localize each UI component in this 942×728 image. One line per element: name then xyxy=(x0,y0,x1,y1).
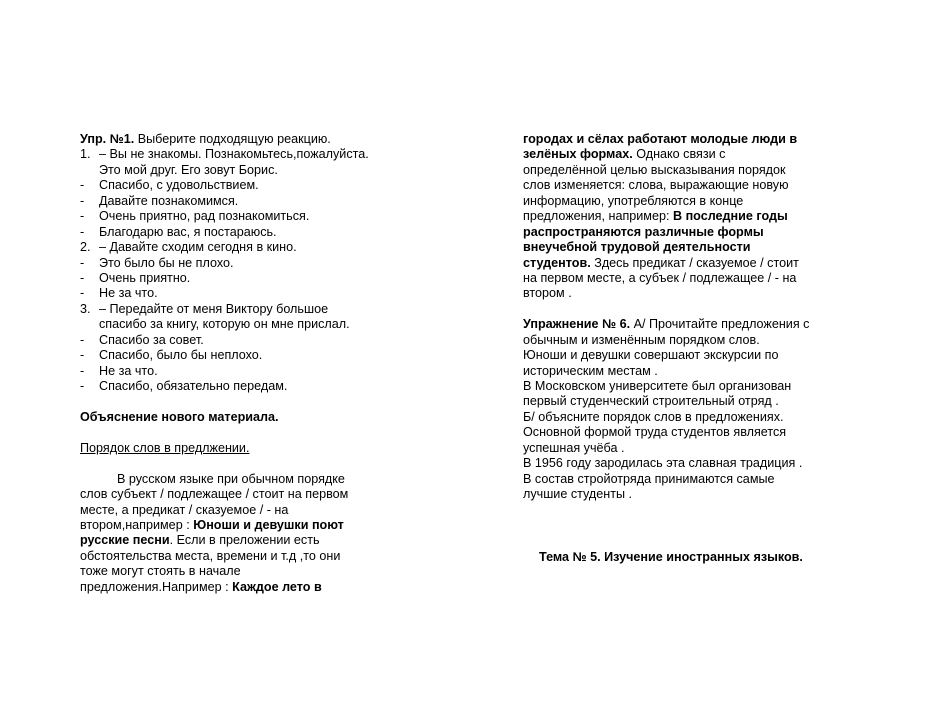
list-item: - Очень приятно. xyxy=(80,270,191,285)
left-column xyxy=(80,132,415,595)
list-item: - Давайте познакомимся. xyxy=(80,193,239,208)
list-item: - Благодарю вас, я постараюсь. xyxy=(80,224,277,239)
explanation-paragraph: В русском языке при обычном порядке слов субъект / подлежащее / стоит на первом месте, а предикат / сказуемое / - на втором,например : Юноши и девушки поют русские песни. Если в преложении есть обстоятельства места, времени и т.д ,то они тоже могут стоять в начале предложения.Например : Каждое лето в xyxy=(80,471,349,594)
section-title: Объяснение нового материала. xyxy=(80,409,279,424)
subsection-title: Порядок слов в предлжении. xyxy=(80,440,250,455)
exercise-6: Упражнение № 6. А/ Прочитайте предложения с обычным и изменённым порядком слов. Юноши и девушки совершают экскурсии по историческим местам . В Московском университете был организован первый студенческий строительный отряд . Б/ объясните порядок слов в предложениях. Основной формой труда студентов является успешная учёба . В 1956 году зародилась эта славная традиция . В состав стройотряда принимаются самые лучшие студенты . xyxy=(523,317,873,502)
list-item: - Спасибо за совет. xyxy=(80,332,204,347)
exercise-1-heading: Упр. №1. Выберите подходящую реакцию. xyxy=(80,132,331,146)
theme-heading: Тема № 5. Изучение иностранных языков. xyxy=(539,549,803,564)
list-item: 3. – Передайте от меня Виктору большое xyxy=(80,301,329,316)
list-item: 2. – Давайте сходим сегодня в кино. xyxy=(80,240,297,255)
list-item: - Не за что. xyxy=(80,286,158,301)
list-item: Это мой друг. Его зовут Борис. xyxy=(99,162,278,177)
continuation-paragraph: городах и сёлах работают молодые люди в зелёных формах. Однако связи с определённой целью высказывания порядок слов изменяется: слова, выражающие новую информацию, употребляются в конце предложения, например: В последние годы распространяются различные формы внеучебной трудовой деятельности студентов. Здесь предикат / сказуемое / стоит на первом месте, а субъек / подлежащее / - на втором . xyxy=(523,132,799,301)
list-item: спасибо за книгу, которую он мне прислал. xyxy=(99,317,350,332)
list-item: - Не за что. xyxy=(80,363,158,378)
exercise-1-list xyxy=(80,147,415,394)
list-item: 1. – Вы не знакомы. Познакомьтесь,пожалуйста. xyxy=(80,147,369,162)
right-column xyxy=(523,132,873,565)
list-item: - Спасибо, с удовольствием. xyxy=(80,178,259,193)
list-item: - Это было бы не плохо. xyxy=(80,255,234,270)
exercise-6-heading: Упражнение № 6. А/ Прочитайте предложения с xyxy=(523,317,810,332)
list-item: - Очень приятно, рад познакомиться. xyxy=(80,209,310,224)
list-item: - Спасибо, было бы неплохо. xyxy=(80,348,263,363)
list-item: - Спасибо, обязательно передам. xyxy=(80,379,288,393)
